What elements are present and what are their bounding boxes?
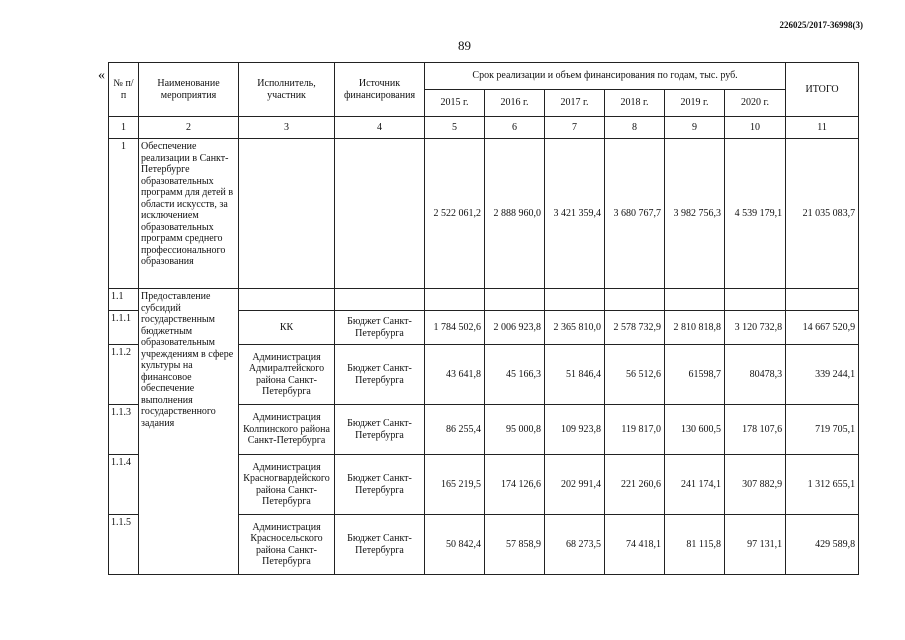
value-2020: 4 539 179,1 — [725, 139, 786, 289]
header-year-2017: 2017 г. — [545, 90, 605, 117]
financing-table — [108, 62, 859, 575]
value-2019 — [665, 289, 725, 311]
value-2019: 241 174,1 — [665, 455, 725, 515]
col-number: 10 — [725, 117, 786, 139]
row-executor — [239, 139, 335, 289]
row-name: Обеспечение реализации в Санкт-Петербурге образовательных программ для детей в области искусств, за исключением образовательных программ среднего профессионального образования — [139, 139, 239, 289]
value-2016: 174 126,6 — [485, 455, 545, 515]
value-2018: 2 578 732,9 — [605, 311, 665, 345]
value-total — [786, 289, 859, 311]
value-2017: 68 273,5 — [545, 515, 605, 575]
header-num: № п/п — [109, 63, 139, 117]
value-2019: 3 982 756,3 — [665, 139, 725, 289]
table-row — [109, 139, 859, 289]
col-number: 2 — [139, 117, 239, 139]
table-row — [109, 289, 859, 311]
col-number: 11 — [786, 117, 859, 139]
header-name: Наименование мероприятия — [139, 63, 239, 117]
value-2016: 95 000,8 — [485, 405, 545, 455]
col-number: 3 — [239, 117, 335, 139]
value-2018 — [605, 289, 665, 311]
row-name: Предоставление субсидий государственным бюджетным образовательным учреждениям в сфере культуры на финансовое обеспечение выполнения государственного задания — [139, 289, 239, 575]
value-2016: 2 888 960,0 — [485, 139, 545, 289]
value-total: 339 244,1 — [786, 345, 859, 405]
value-2017: 3 421 359,4 — [545, 139, 605, 289]
header-source: Источник финансирования — [335, 63, 425, 117]
header-period: Срок реализации и объем финансирования по годам, тыс. руб. — [425, 63, 786, 90]
row-executor: КК — [239, 311, 335, 345]
row-executor — [239, 289, 335, 311]
value-2018: 74 418,1 — [605, 515, 665, 575]
value-2018: 56 512,6 — [605, 345, 665, 405]
value-2020: 178 107,6 — [725, 405, 786, 455]
row-num: 1 — [109, 139, 139, 289]
col-number: 4 — [335, 117, 425, 139]
header-year-2020: 2020 г. — [725, 90, 786, 117]
value-2020: 80478,3 — [725, 345, 786, 405]
value-2015: 1 784 502,6 — [425, 311, 485, 345]
value-total: 719 705,1 — [786, 405, 859, 455]
row-num: 1.1.3 — [109, 405, 139, 455]
value-2015: 43 641,8 — [425, 345, 485, 405]
value-2016: 57 858,9 — [485, 515, 545, 575]
col-number: 1 — [109, 117, 139, 139]
header-year-2015: 2015 г. — [425, 90, 485, 117]
value-2015: 86 255,4 — [425, 405, 485, 455]
value-2018: 221 260,6 — [605, 455, 665, 515]
row-source — [335, 289, 425, 311]
col-number: 7 — [545, 117, 605, 139]
value-2017: 109 923,8 — [545, 405, 605, 455]
value-total: 1 312 655,1 — [786, 455, 859, 515]
value-2015: 2 522 061,2 — [425, 139, 485, 289]
row-source: Бюджет Санкт-Петербурга — [335, 345, 425, 405]
value-2015 — [425, 289, 485, 311]
col-number: 6 — [485, 117, 545, 139]
row-source — [335, 139, 425, 289]
value-2016: 45 166,3 — [485, 345, 545, 405]
row-executor: Администрация Колпинского района Санкт-Петербурга — [239, 405, 335, 455]
value-2017: 202 991,4 — [545, 455, 605, 515]
row-executor: Администрация Адмиралтейского района Санкт-Петербурга — [239, 345, 335, 405]
row-source: Бюджет Санкт-Петербурга — [335, 455, 425, 515]
value-2020: 3 120 732,8 — [725, 311, 786, 345]
row-num: 1.1.4 — [109, 455, 139, 515]
col-number: 9 — [665, 117, 725, 139]
value-2016: 2 006 923,8 — [485, 311, 545, 345]
value-2019: 61598,7 — [665, 345, 725, 405]
row-source: Бюджет Санкт-Петербурга — [335, 515, 425, 575]
col-number: 5 — [425, 117, 485, 139]
value-2019: 81 115,8 — [665, 515, 725, 575]
value-2016 — [485, 289, 545, 311]
column-number-row — [109, 117, 859, 139]
value-2020: 97 131,1 — [725, 515, 786, 575]
document-id: 226025/2017-36998(3) — [779, 20, 863, 30]
value-2017: 51 846,4 — [545, 345, 605, 405]
row-executor: Администрация Красногвардейского района Санкт-Петербурга — [239, 455, 335, 515]
row-source: Бюджет Санкт-Петербурга — [335, 311, 425, 345]
value-2017: 2 365 810,0 — [545, 311, 605, 345]
value-2020 — [725, 289, 786, 311]
value-total: 14 667 520,9 — [786, 311, 859, 345]
value-2015: 50 842,4 — [425, 515, 485, 575]
value-2020: 307 882,9 — [725, 455, 786, 515]
header-year-2016: 2016 г. — [485, 90, 545, 117]
row-num: 1.1.1 — [109, 311, 139, 345]
row-num: 1.1.5 — [109, 515, 139, 575]
value-total: 429 589,8 — [786, 515, 859, 575]
row-num: 1.1.2 — [109, 345, 139, 405]
value-2017 — [545, 289, 605, 311]
header-total: ИТОГО — [786, 63, 859, 117]
row-num: 1.1 — [109, 289, 139, 311]
header-year-2019: 2019 г. — [665, 90, 725, 117]
value-2019: 2 810 818,8 — [665, 311, 725, 345]
page-number: 89 — [458, 38, 471, 53]
header-year-2018: 2018 г. — [605, 90, 665, 117]
value-2018: 3 680 767,7 — [605, 139, 665, 289]
opening-quote-mark: « — [98, 68, 105, 83]
value-2019: 130 600,5 — [665, 405, 725, 455]
header-executor: Исполнитель, участник — [239, 63, 335, 117]
col-number: 8 — [605, 117, 665, 139]
row-source: Бюджет Санкт-Петербурга — [335, 405, 425, 455]
value-total: 21 035 083,7 — [786, 139, 859, 289]
row-executor: Администрация Красносельского района Санкт-Петербурга — [239, 515, 335, 575]
value-2018: 119 817,0 — [605, 405, 665, 455]
value-2015: 165 219,5 — [425, 455, 485, 515]
